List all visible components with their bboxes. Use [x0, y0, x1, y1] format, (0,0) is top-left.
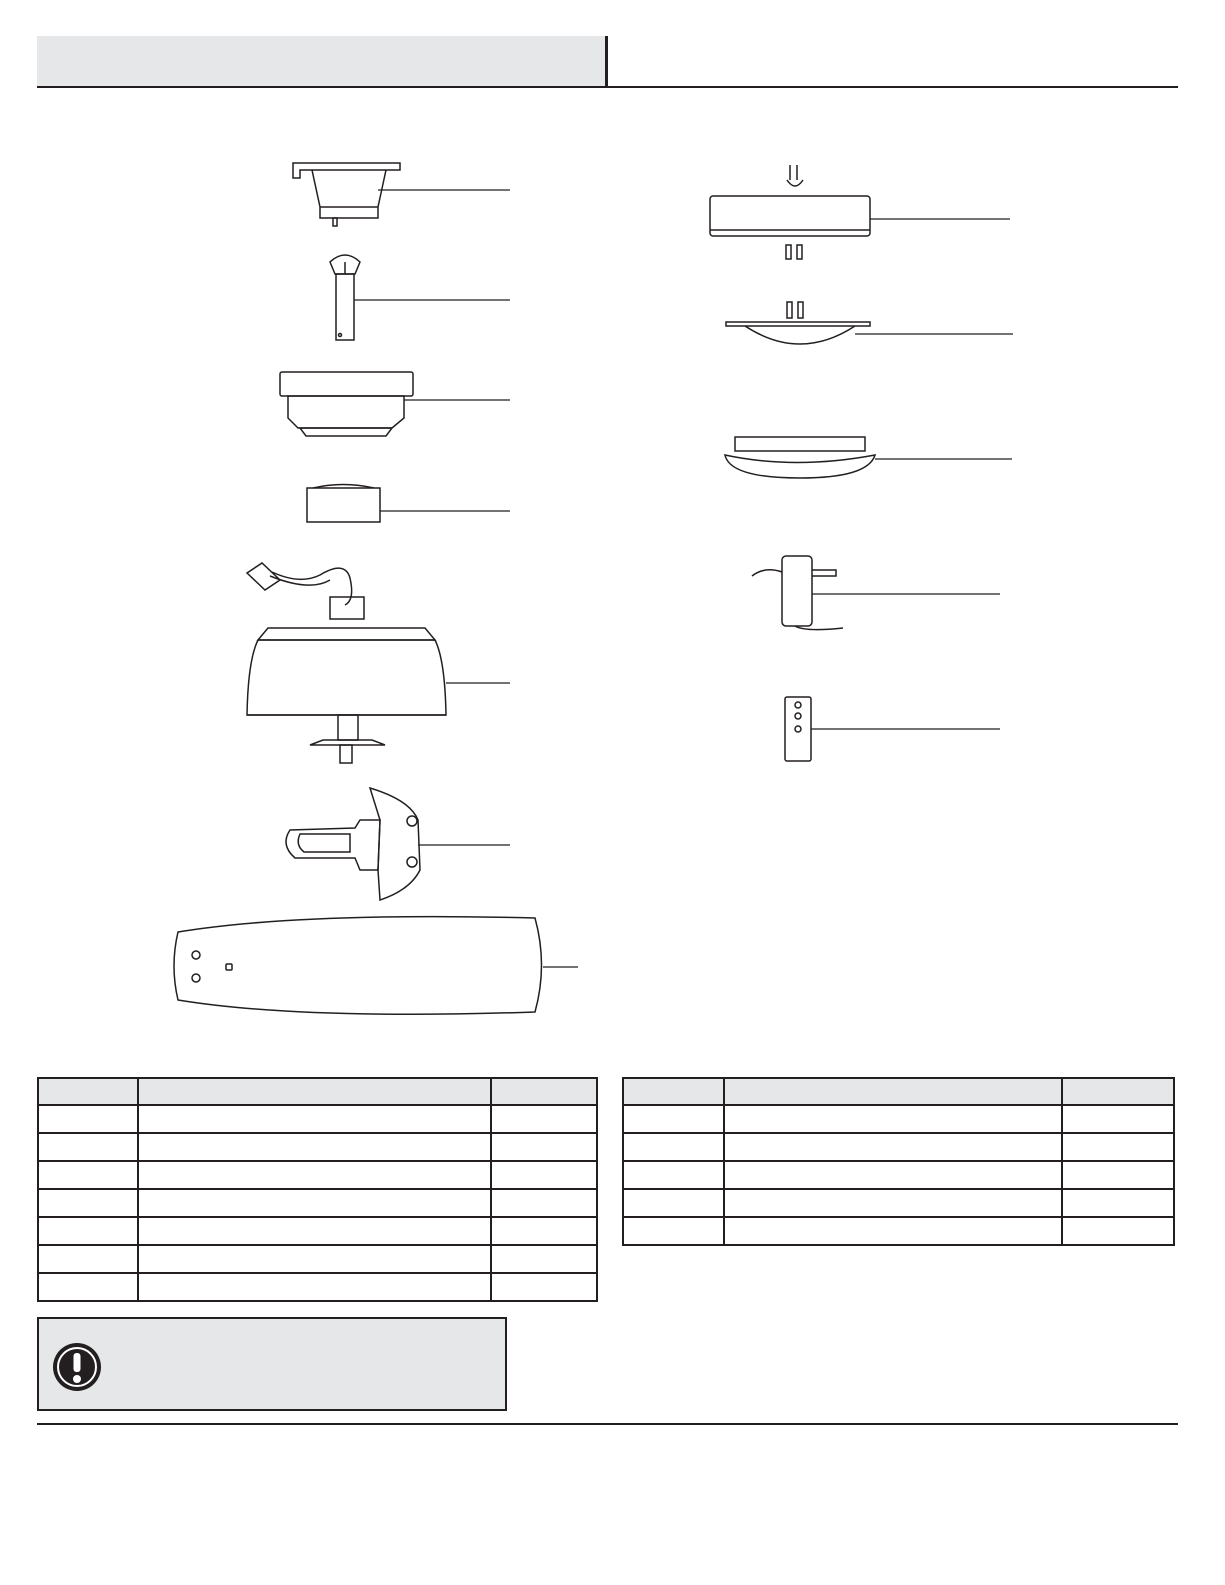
cell-part [38, 1105, 138, 1133]
right-parts-table [622, 1077, 1175, 1246]
table-row [623, 1105, 1174, 1133]
cell-quantity [491, 1133, 597, 1161]
cell-quantity [491, 1245, 597, 1273]
cell-part [38, 1189, 138, 1217]
cell-description [724, 1217, 1062, 1245]
motor-assembly-drawing [247, 563, 510, 763]
cell-quantity [491, 1273, 597, 1301]
table-header-row [623, 1078, 1174, 1105]
column-header-quantity [1062, 1078, 1174, 1105]
cell-part [38, 1245, 138, 1273]
footer-rule [37, 1423, 1178, 1425]
notice-box [37, 1317, 507, 1411]
cell-part [623, 1161, 724, 1189]
table-row [623, 1161, 1174, 1189]
cell-description [138, 1133, 491, 1161]
cell-description [138, 1217, 491, 1245]
table-row [623, 1189, 1174, 1217]
light-kit-plate-drawing [726, 302, 1013, 344]
glass-shade-drawing [725, 437, 1012, 478]
cell-description [138, 1105, 491, 1133]
cell-quantity [1062, 1189, 1174, 1217]
cell-quantity [491, 1161, 597, 1189]
cell-quantity [1062, 1161, 1174, 1189]
table-header-row [38, 1078, 597, 1105]
table-row [623, 1133, 1174, 1161]
cell-quantity [1062, 1133, 1174, 1161]
switch-housing-drawing [710, 165, 1010, 259]
cell-part [623, 1189, 724, 1217]
column-header-part [38, 1078, 138, 1105]
cell-description [724, 1189, 1062, 1217]
cell-description [724, 1105, 1062, 1133]
cell-description [138, 1245, 491, 1273]
table-row [38, 1189, 597, 1217]
cell-quantity [1062, 1217, 1174, 1245]
left-parts-table [37, 1077, 598, 1302]
column-header-description [724, 1078, 1062, 1105]
coupling-cover-drawing [307, 485, 510, 523]
exclamation-icon [51, 1341, 103, 1393]
table-row [38, 1161, 597, 1189]
cell-part [38, 1133, 138, 1161]
cell-description [138, 1161, 491, 1189]
cell-part [623, 1133, 724, 1161]
mounting-bracket-drawing [293, 163, 510, 226]
table-row [38, 1245, 597, 1273]
cell-part [38, 1217, 138, 1245]
fan-blade-drawing [174, 917, 578, 1015]
cell-quantity [491, 1217, 597, 1245]
downrod-drawing [330, 255, 510, 340]
cell-part [38, 1161, 138, 1189]
cell-quantity [491, 1189, 597, 1217]
cell-description [138, 1273, 491, 1301]
column-header-part [623, 1078, 724, 1105]
table-row [38, 1217, 597, 1245]
cell-part [38, 1273, 138, 1301]
cell-part [623, 1217, 724, 1245]
blade-arm-drawing [286, 788, 510, 900]
cell-quantity [1062, 1105, 1174, 1133]
cell-quantity [491, 1105, 597, 1133]
cell-description [138, 1189, 491, 1217]
receiver-drawing [752, 556, 1000, 630]
cell-description [724, 1161, 1062, 1189]
column-header-description [138, 1078, 491, 1105]
table-row [38, 1273, 597, 1301]
column-header-quantity [491, 1078, 597, 1105]
cell-part [623, 1105, 724, 1133]
cell-description [724, 1133, 1062, 1161]
canopy-drawing [280, 372, 510, 436]
remote-control-drawing [785, 697, 1000, 761]
table-row [38, 1105, 597, 1133]
table-row [38, 1133, 597, 1161]
table-row [623, 1217, 1174, 1245]
